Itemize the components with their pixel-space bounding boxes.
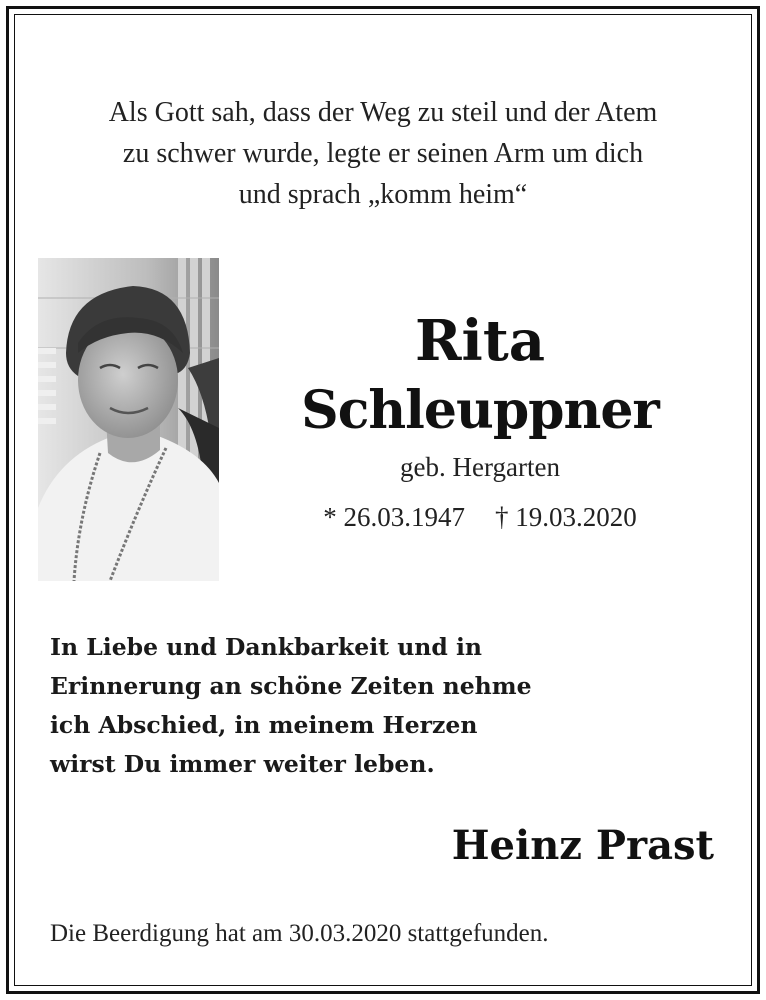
farewell-message [50,628,670,784]
deceased-first-name: Rita [415,308,545,374]
portrait-photo [38,258,219,581]
funeral-note: Die Beerdigung hat am 30.03.2020 stattgefunden. [50,920,549,947]
birth-date: * 26.03.1947 [323,502,465,532]
life-dates [280,502,680,533]
deceased-last-name: Schleuppner [301,380,659,441]
message-line: wirst Du immer weiter leben. [50,750,435,778]
message-line: ich Abschied, in meinem Herzen [50,711,478,739]
verse-line: Als Gott sah, dass der Weg zu steil und der Atem [108,97,658,128]
signature-name: Heinz Prast [451,822,714,869]
message-line: In Liebe und Dankbarkeit und in [50,633,483,661]
death-date: † 19.03.2020 [495,502,637,532]
maiden-name: geb. Hergarten [400,452,560,482]
memorial-verse [0,92,766,215]
message-line: Erinnerung an schöne Zeiten nehme [50,672,532,700]
verse-line: zu schwer wurde, legte er seinen Arm um dich [122,138,644,169]
verse-line: und sprach „komm heim“ [238,179,528,210]
